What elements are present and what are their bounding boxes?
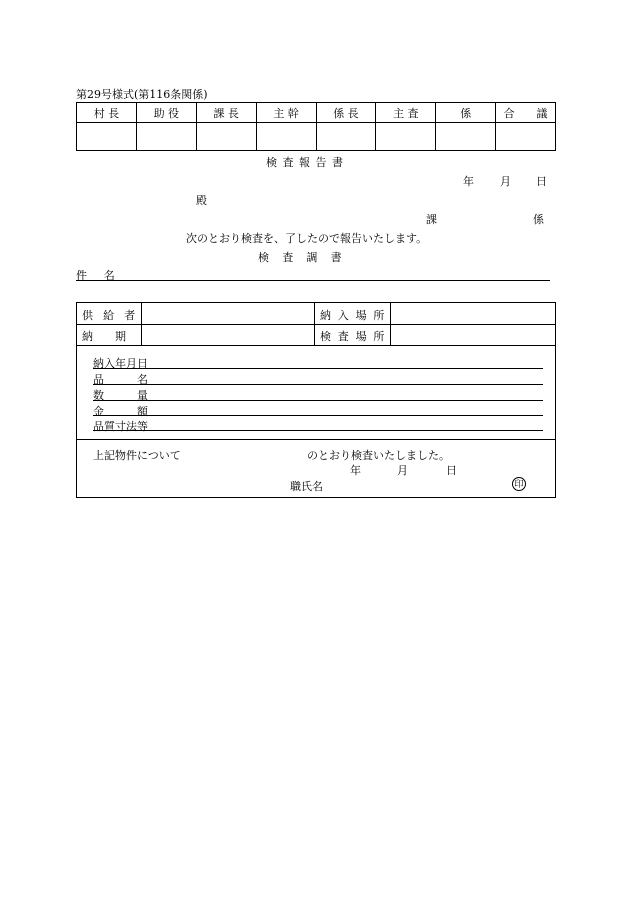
statement-month-label: 月 [397, 464, 408, 477]
date-month-label: 月 [500, 175, 511, 188]
inspection-place-label: 検 査 場 所 [320, 330, 387, 343]
date-year-label: 年 [463, 175, 474, 188]
details-divider [77, 345, 555, 346]
approval-stamp-cell[interactable] [376, 123, 436, 151]
details-divider [314, 303, 315, 345]
approval-header-section-chief: 課 長 [196, 103, 256, 123]
item-line[interactable] [93, 403, 543, 416]
approval-header-consultation: 合 議 [496, 103, 556, 123]
item-label-product-name: 品 名 [93, 373, 148, 386]
approval-stamp-cell[interactable] [256, 123, 316, 151]
approval-table [76, 102, 556, 151]
item-line[interactable] [93, 418, 543, 431]
item-label-delivery-date: 納入年月日 [93, 357, 148, 370]
statement-day-label: 日 [446, 464, 457, 477]
approval-header-deputy: 助 役 [136, 103, 196, 123]
subject-label: 件 名 [76, 269, 122, 282]
statement-year-label: 年 [350, 464, 361, 477]
supplier-label: 供 給 者 [82, 309, 139, 322]
form-number: 第29号様式(第116条関係) [76, 88, 208, 101]
addressee-suffix: 殿 [196, 194, 207, 207]
dept-kakari-label: 係 [533, 213, 544, 226]
approval-stamp-cell[interactable] [136, 123, 196, 151]
delivery-place-label: 納 入 場 所 [320, 309, 387, 322]
details-divider [77, 324, 555, 325]
report-title: 検査報告書 [266, 156, 349, 169]
item-line[interactable] [93, 387, 543, 401]
approval-header-village-head: 村 長 [77, 103, 137, 123]
approval-stamp-cell[interactable] [77, 123, 137, 151]
survey-title: 検査調書 [258, 251, 355, 264]
statement-prefix: 上記物件について [93, 449, 181, 462]
item-label-quantity: 数 量 [93, 389, 148, 402]
approval-stamp-cell[interactable] [196, 123, 256, 151]
supplier-field[interactable] [142, 304, 313, 324]
inspection-place-field[interactable] [391, 326, 555, 345]
date-day-label: 日 [536, 175, 547, 188]
official-name-label: 職氏名 [290, 480, 323, 493]
approval-stamp-cell[interactable] [316, 123, 376, 151]
deadline-label: 納 期 [82, 330, 126, 343]
approval-stamp-cell[interactable] [436, 123, 496, 151]
dept-ka-label: 課 [426, 213, 437, 226]
item-label-quality: 品質寸法等 [93, 420, 148, 433]
item-line[interactable] [93, 355, 543, 369]
approval-header-chief-officer: 主 幹 [256, 103, 316, 123]
delivery-place-field[interactable] [391, 304, 555, 324]
details-divider [77, 439, 555, 440]
approval-header-staff: 係 [436, 103, 496, 123]
approval-header-chief-inspector: 主 査 [376, 103, 436, 123]
item-label-amount: 金 額 [93, 405, 148, 418]
item-line[interactable] [93, 371, 543, 385]
subject-field[interactable] [76, 268, 550, 281]
deadline-field[interactable] [142, 326, 313, 345]
seal-mark: 印 [512, 477, 526, 491]
intro-text: 次のとおり検査を、了したので報告いたします。 [186, 232, 428, 245]
approval-header-unit-chief: 係 長 [316, 103, 376, 123]
approval-stamp-cell[interactable] [496, 123, 556, 151]
statement-suffix: のとおり検査いたしました。 [307, 449, 450, 462]
